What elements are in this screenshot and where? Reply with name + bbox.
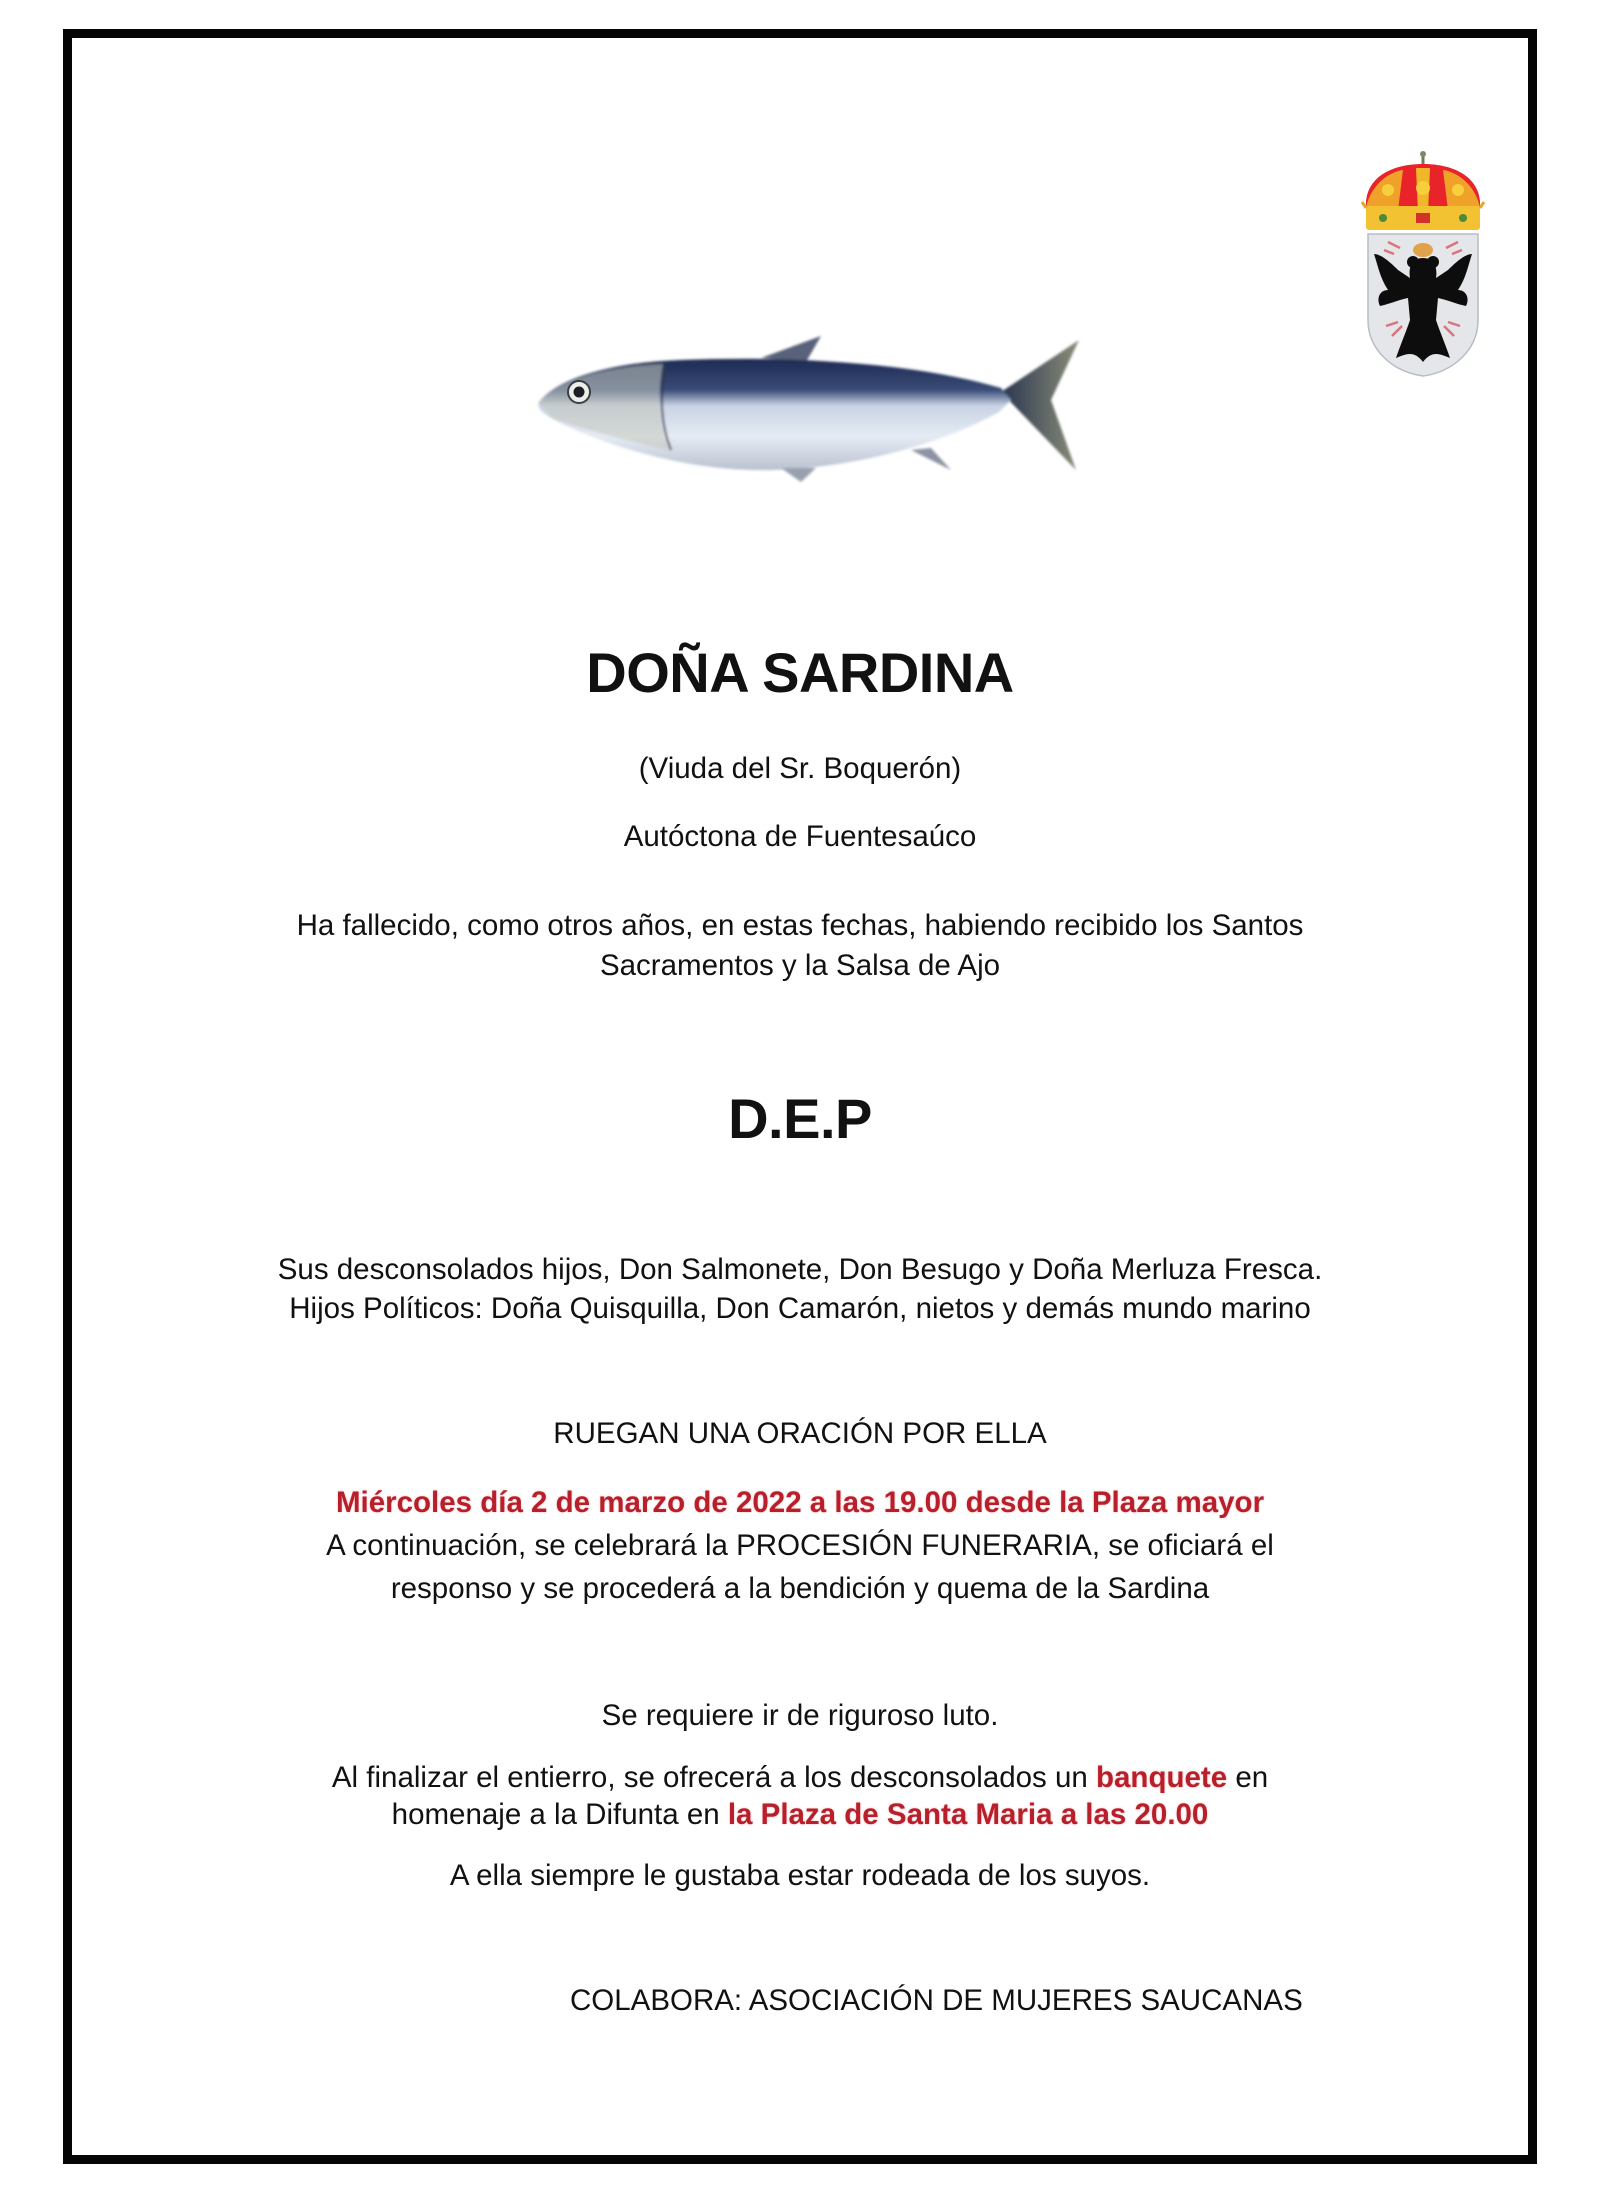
origin-text: Autóctona de Fuentesaúco [623,820,977,853]
dress-code-text: Se requiere ir de riguroso luto. [601,1699,999,1732]
family-line-2: Hijos Políticos: Doña Quisquilla, Don Camarón, nietos y demás mundo marino [289,1292,1311,1325]
collaborator-credit: COLABORA: ASOCIACIÓN DE MUJERES SAUCANAS [570,1984,1303,2017]
deceased-name-title: DOÑA SARDINA [586,641,1014,704]
death-announcement-line-2: Sacramentos y la Salsa de Ajo [599,949,1001,982]
closing-sentiment: A ella siempre le gustaba estar rodeada de los suyos. [449,1859,1151,1892]
procession-line-1: A continuación, se celebrará la PROCESIÓN FUNERARIA, se oficiará el [326,1529,1274,1562]
sardine-fish-icon [531,300,1091,490]
banquet-line-2 [0,1800,1600,1830]
coat-of-arms-icon [1358,150,1488,378]
banquet-location-time: la Plaza de Santa Maria a las 20.00 [727,1798,1209,1831]
death-announcement-line-1: Ha fallecido, como otros años, en estas fechas, habiendo recibido los Santos [296,909,1304,942]
banquet-line-1-end: en [1227,1761,1269,1794]
subtitle-widow: (Viuda del Sr. Boquerón) [638,752,962,785]
rip-heading: D.E.P [728,1087,872,1150]
event-date-time: Miércoles día 2 de marzo de 2022 a las 19.00 desde la Plaza mayor [335,1486,1265,1519]
banquet-highlight: banquete [1096,1761,1228,1794]
banquet-line-1-text: Al finalizar el entierro, se ofrecerá a los desconsolados un [331,1761,1096,1794]
prayer-request: RUEGAN UNA ORACIÓN POR ELLA [553,1417,1047,1450]
family-line-1: Sus desconsolados hijos, Don Salmonete, Don Besugo y Doña Merluza Fresca. [277,1253,1323,1286]
banquet-line-2-text: homenaje a la Difunta en [391,1798,728,1831]
banquet-line-1 [0,1763,1600,1793]
procession-line-2: responso y se procederá a la bendición y quema de la Sardina [390,1572,1210,1605]
